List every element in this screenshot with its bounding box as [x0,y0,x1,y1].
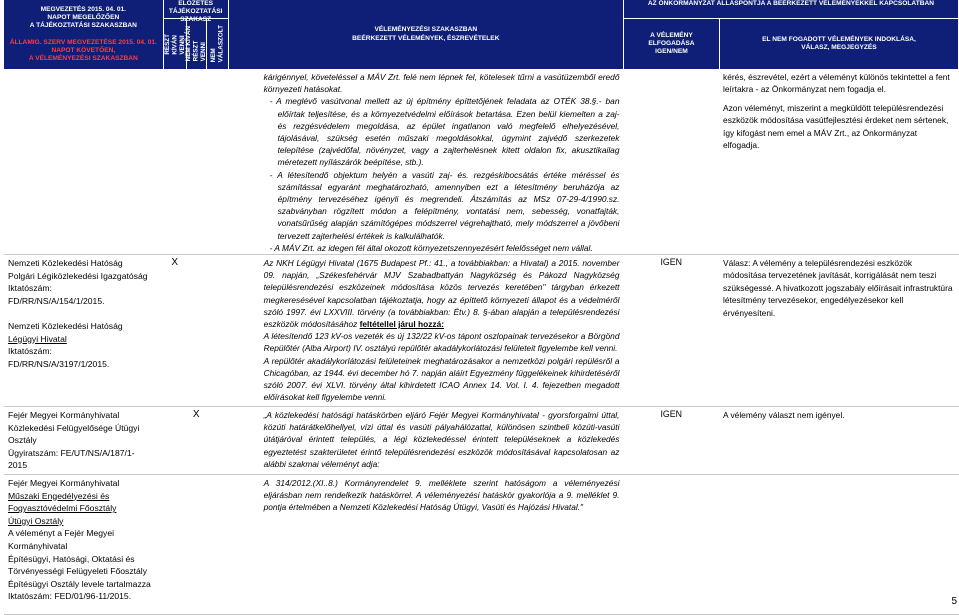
opinion-text: „A közlekedési hatósági hatáskörben eljáró Fejér Megyei Kormányhivatal - gyorsforgalmi úttal, közúti határátkelőhellyel, vízi úttal és vasúti pályahálózattal, különösen szintbeli közúti-vasúti útátjáróval érintett település, a légi közlekedéssel érintett településeknek a közlekedés egyeztetést szakterületet érintő településrendezési eszközök módosításával kapcsolatosan az alábbi szakmai véleményt adja: [262,407,624,475]
table-row [4,255,959,407]
authority-cell: Fejér Megyei Kormányhivatal Közlekedési Felügyelősége Útügyi Osztály Ügyiratszám: FE/UT/NS/A/187/1- 2015 [4,407,163,475]
table-header [4,0,959,69]
opinion-table [4,0,959,615]
opinion-text: kárigénnyel, követeléssel a MÁV Zrt. felé nem lépnek fel, kötelesek tűrni a vasútüzemből eredő környezeti hatásokat. - A meglévő vasútvonal mellett az új építmény építtetőjének feladata az OTÉK 38.§.- ban előírtak teljesítése, és a környezetvédelmi előírások betartása. Ezen belül kiemelten a zaj- és rezgésvédelem megoldása, az épület ingatlanon való megfelelő elhelyezésével, tájolásával, szükség esetén műszaki megoldásokkal, úgymint zajvédő szerkezetek telepítése (zajvédőfal, növényzet, vagy a zajterhelésnek kitett oldalon fix, akusztikailag méretezett nyílászárók beépítése, stb.). - A létesítendő objektum helyén a vasúti zaj- és. rezgéskibocsátás értéke méréssel és számítással egyaránt meghatározható, amennyiben ezt a létesítmény beruházója az építmény tervezéséhez igényli és megrendeli. Átszámítás az MSz 07-29-4/1990.sz. szabványban rögzített módon a felépítmény, vontatási nem, sebesség, vonatfajták, vonatsűrűség alapján számítógépes módszerrel végrehajtható, mely módszerrel a jövőbeni tervezett zajterhelési értékek is kalkulálhatók. - A MÁV Zrt. az idegen fél által okozott környezetszennyezésért felelősséget nem vállal. [262,69,624,255]
position-text: A vélemény választ nem igényel. [719,407,958,475]
page-number: 5 [951,596,957,607]
opinion-text: Az NKH Légügyi Hivatal (1675 Budapest Pf.: 41., a továbbiakban: a Hivatal) a 2015. november 09. napján, „Székesfehérvár MJV Szabadbattyán Nagyközség és Pákozd Nagyközség településrendezési eszközeinek módosítása közös tervezés keretében" tárgyban érkezett megkeresésével kapcsolatban tájékoztatja, hogy az építtető környezeti állapot és a védelméről szóló 1997. évi LXXVIII. törvény (a továbbiakban: Étv.) 8. §-ában alapján a településrendezési eszközök módosításához feltétellel járul hozzá: A létesítendő 123 kV-os vezeték és új 132/22 kV-os tápont oszlopainak tervezésekor a Börgönd Repülőtér (Alba Airport) IV. osztályú repülőtér akadálykorlátozási felületeit figyelembe kell venni. A repülőtér akadálykorlátozási felületeinek meghatározásakor a nemzetközi polgári repülésről a Chicagóban, az 1944. évi december hó 7. napján aláírt Egyezmény függelékeinek kihirdetéséről szóló 2007. évi XLVI. törvény által kihirdetett ICAO Annex 14. Vol. I. 4. fejezetben megadott előírásokat kell figyelembe venni. [262,255,624,407]
authority-cell: Nemzeti Közlekedési Hatóság Polgári Légiközlekedési Igazgatóság Iktatószám: FD/RR/NS/A/154/1/2015. Nemzeti Közlekedési Hatóság Légügyi Hivatal Iktatószám: FD/RR/NS/A/3197/1/2015. [4,255,163,407]
header-not-participate: NEM KÍVÁN RÉSZT VENNI [185,26,207,62]
authority-cell: Fejér Megyei Kormányhivatal Műszaki Engedélyezési és Fogyasztóvédelmi Főosztály Útügyi Osztály A véleményt a Fejér Megyei Kormányhivatal Építésügyi, Hatósági, Oktatási és Törvényességi Felügyeleti Főosztály Építésügyi Osztály levele tartalmazza Iktatószám: FED/01/96-11/2015. [4,475,163,615]
position-text: kérés, észrevétel, ezért a véleményt különös tekintettel a fent leírtakra - az Önkormányzat nem fogadja el. Azon véleményt, miszerint a megküldött településrendezési eszközök módosítása vasútfejlesztési érdeket nem sértenek, így kifogást nem emel a MÁV Zrt., az Önkormányzat elfogadja. [719,69,958,255]
table-row [4,407,959,475]
mark-wants-participate: X [163,255,186,407]
position-text: Válasz: A vélemény a településrendezési eszközök módosítása tervezetének javítását, korrigálását nem teszi szükségessé. A hivatkozott jogszabály előírásait infrastruktúra létesítmény tervezésekor, engedélyezésekor kell érvényesíteni. [719,255,958,407]
table-row [4,475,959,615]
document-page [4,0,959,609]
header-wants-participate: RÉSZT KÍVÁN VENNI [163,33,186,55]
accept-value: IGEN [623,255,719,407]
header-position: AZ ÖNKORMÁNYZAT ÁLLÁSPONTJA A BEÉRKEZETT VÉLEMÉNYEKKEL KAPCSOLATBAN A VÉLEMÉNY ELFOGADÁSA IGEN/NEM EL NEM FOGADOTT VÉLEMÉNYEK INDOKLÁSA, VÁLASZ, MEGJEGYZÉS [623,0,958,69]
header-opinions: VÉLEMÉNYEZÉSI SZAKASZBAN BEÉRKEZETT VÉLEMÉNYEK, ÉSZREVÉTELEK [228,0,623,69]
header-no-answer: NEM VÁLASZOLT [209,25,225,63]
accept-value: IGEN [623,407,719,475]
header-authority: MEGVEZETÉS 2015. 04. 01. NAPOT MEGELŐZŐEN A TÁJÉKOZTATÁSI SZAKASZBAN ÁLLAMIG. SZERV MEGVEZETÉSE 2015. 04. 01. NAPOT KÖVETŐEN, A VÉLEMÉNYEZÉSI SZAKASZBAN [4,0,163,69]
mark-not-participate: X [186,407,206,475]
header-preliminary: ELŐZETES TÁJÉKOZTATÁSI SZAKASZ RÉSZT KÍVÁN VENNI NEM KÍVÁN RÉSZT VENNI NEM VÁLASZOLT [163,0,228,69]
opinion-text: A 314/2012.(XI..8.) Kormányrendelet 9. melléklete szerint hatóságom a véleményezési eljárásban nem rendelkezik hatáskörrel. A véleményezési hatáskör gyakorlója a 9. melléklet 9. pontja értelmében a Nemzeti Közlekedési Hatóság Útügyi, Vasúti és Hajózási Hivatal." [262,475,624,615]
table-row [4,69,959,255]
